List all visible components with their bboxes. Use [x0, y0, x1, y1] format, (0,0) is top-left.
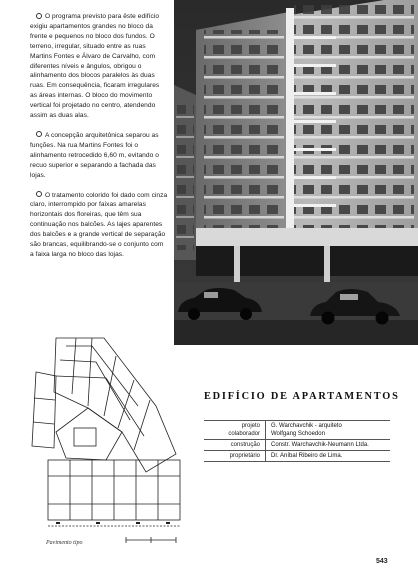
circle-bullet-icon — [36, 131, 42, 137]
building-photo — [174, 0, 418, 345]
building-photo-drawing — [174, 0, 418, 345]
credit-key: construção — [230, 442, 260, 448]
floor-plan — [26, 336, 196, 546]
credit-value: G. Warchavchik - arquiteto — [271, 423, 342, 429]
credits-table — [204, 420, 390, 462]
paragraph-1: O programa previsto para êste edifício exigiu apartamentos grandes no bloco da frente e pequenos no bloco dos fundos. O terreno, irregular, situado entre as ruas Martins Fontes e Álvaro de Carvalho, com diferentes níveis e ângulos, obrigou o alinhamento dos blocos paralelos às duas ruas. Em consequência, ficaram irregulares as áreas internas. O bloco do movimento vertical foi projetado no centro, atendendo assim as duas alas. — [30, 13, 160, 120]
floor-plan-drawing — [26, 336, 196, 546]
credit-row-proprietario — [204, 450, 390, 462]
credit-key: proprietário — [229, 453, 260, 459]
paragraph-3: O tratamento colorido foi dado com cinza claro, interrompido por faixas amarelas horizontais dos floreiras, que têm sua continuação nos balcões. As lajes aparentes dos balcões e a grande vertical de separação são brancas, equilibrando-se o conjunto com a faixa larga no bloco das lojas. — [30, 191, 168, 258]
credit-row-projeto — [204, 420, 390, 439]
circle-bullet-icon — [36, 191, 42, 197]
credit-value: Dr. Aníbal Ribeiro de Lima. — [271, 453, 343, 459]
body-text — [30, 12, 168, 270]
credit-value: Wolfgang Schoedon — [271, 431, 325, 437]
credit-key: projeto — [241, 423, 260, 429]
plan-caption: Pavimento tipo — [46, 540, 83, 546]
paragraph-2: A concepção arquitetônica separou as funções. Na rua Martins Fontes foi o alinhamento retrocedido 6,60 m, evitando o recuo superior e separando a fachada das lojas. — [30, 131, 159, 179]
scale-bar — [126, 537, 176, 543]
circle-bullet-icon — [36, 13, 42, 19]
page-title: EDIFÍCIO DE APARTAMENTOS — [204, 391, 400, 402]
credit-row-construcao — [204, 439, 390, 450]
page-number: 543 — [376, 558, 388, 565]
credit-key: colaborador — [228, 431, 260, 437]
credit-value: Constr. Warchavchik-Neumann Ltda. — [271, 442, 369, 448]
